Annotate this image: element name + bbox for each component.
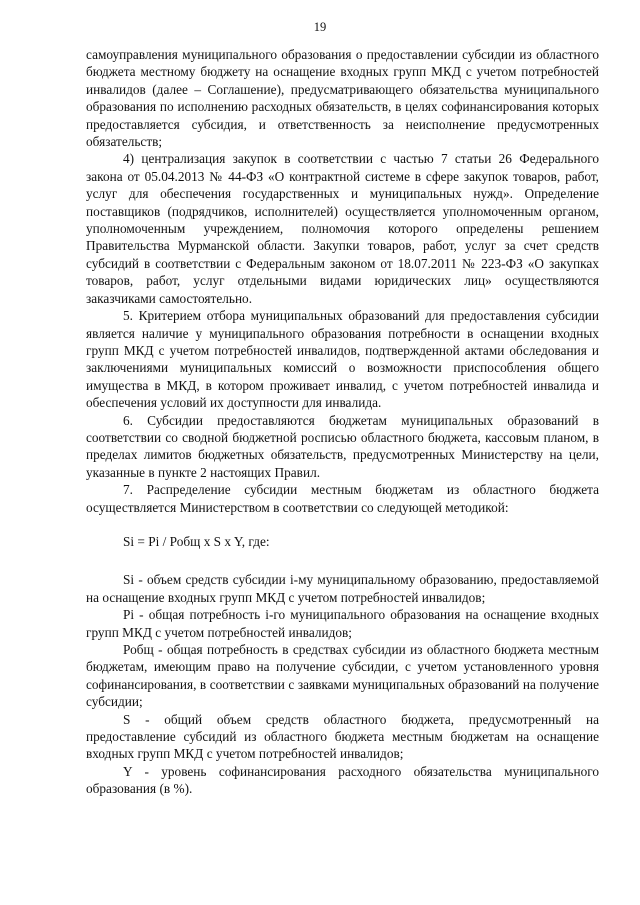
document-body	[86, 46, 599, 798]
paragraph-item-6: 6. Субсидии предоставляются бюджетам муниципальных образований в соответствии со сводной бюджетной росписью областного бюджета, кассовым планом, в пределах лимитов бюджетных обязательств, предусмотренных Министерству на цели, указанные в пункте 2 настоящих Правил.	[86, 412, 599, 480]
paragraph-item-5: 5. Критерием отбора муниципальных образований для предоставления субсидии является наличие у муниципального образования потребности в оснащении входных групп МКД с учетом потребностей инвалидов, подтвержденной актами обследования и заключениями муниципальных комиссий о возможности приспособления общего имущества в МКД, в котором проживает инвалид, с учетом потребностей инвалида и обеспечения условий их доступности для инвалида.	[86, 308, 599, 411]
definition-pi: Pi - общая потребность i-го муниципального образования на оснащение входных групп МКД с учетом потребностей инвалидов;	[86, 607, 599, 640]
definition-si: Si - объем средств субсидии i-му муниципальному образованию, предоставляемой на оснащение входных групп МКД с учетом потребностей инвалидов;	[86, 572, 599, 605]
page-number: 19	[313, 20, 327, 34]
formula: Si = Pi / Робщ x S x Y, где:	[123, 533, 270, 549]
definition-s: S - общий объем средств областного бюджета, предусмотренный на предоставление субсидий из областного бюджета местным бюджетам на оснащение входных групп МКД с учетом потребностей инвалидов;	[86, 711, 599, 762]
paragraph-agreement-continuation: самоуправления муниципального образования о предоставлении субсидии из областного бюджета местному бюджету на оснащение входных групп МКД с учетом потребностей инвалидов (далее – Соглашение), предусматривающего обязательства муниципального образования по исполнению расходных обязательств, в целях софинансирования которых предоставляется субсидия, и ответственность за неисполнение предусмотренных обязательств;	[86, 47, 599, 150]
paragraph-item-7: 7. Распределение субсидии местным бюджетам из областного бюджета осуществляется Министерством в соответствии со следующей методикой:	[86, 482, 599, 515]
paragraph-item-4: 4) централизация закупок в соответствии с частью 7 статьи 26 Федерального закона от 05.04.2013 № 44-ФЗ «О контрактной системе в сфере закупок товаров, работ, услуг для обеспечения государственных и муниципальных нужд». Определение поставщиков (подрядчиков, исполнителей) осуществляется уполномоченным органом, уполномоченным учреждением, полномочия которого определены решением Правительства Мурманской области. Закупки товаров, работ, услуг за счет средств субсидий в соответствии с Федеральным законом от 18.07.2011 № 223-ФЗ «О закупках товаров, работ, услуг отдельными видами юридических лиц» осуществляются заказчиками самостоятельно.	[86, 151, 599, 306]
definition-r-total: Робщ - общая потребность в средствах субсидии из областного бюджета местным бюджетам, имеющим право на получение субсидии, с учетом установленного уровня софинансирования, в соответствии с заявками муниципальных образований на получение субсидии;	[86, 642, 599, 710]
definition-y: Y - уровень софинансирования расходного обязательства муниципального образования (в %).	[86, 763, 599, 797]
